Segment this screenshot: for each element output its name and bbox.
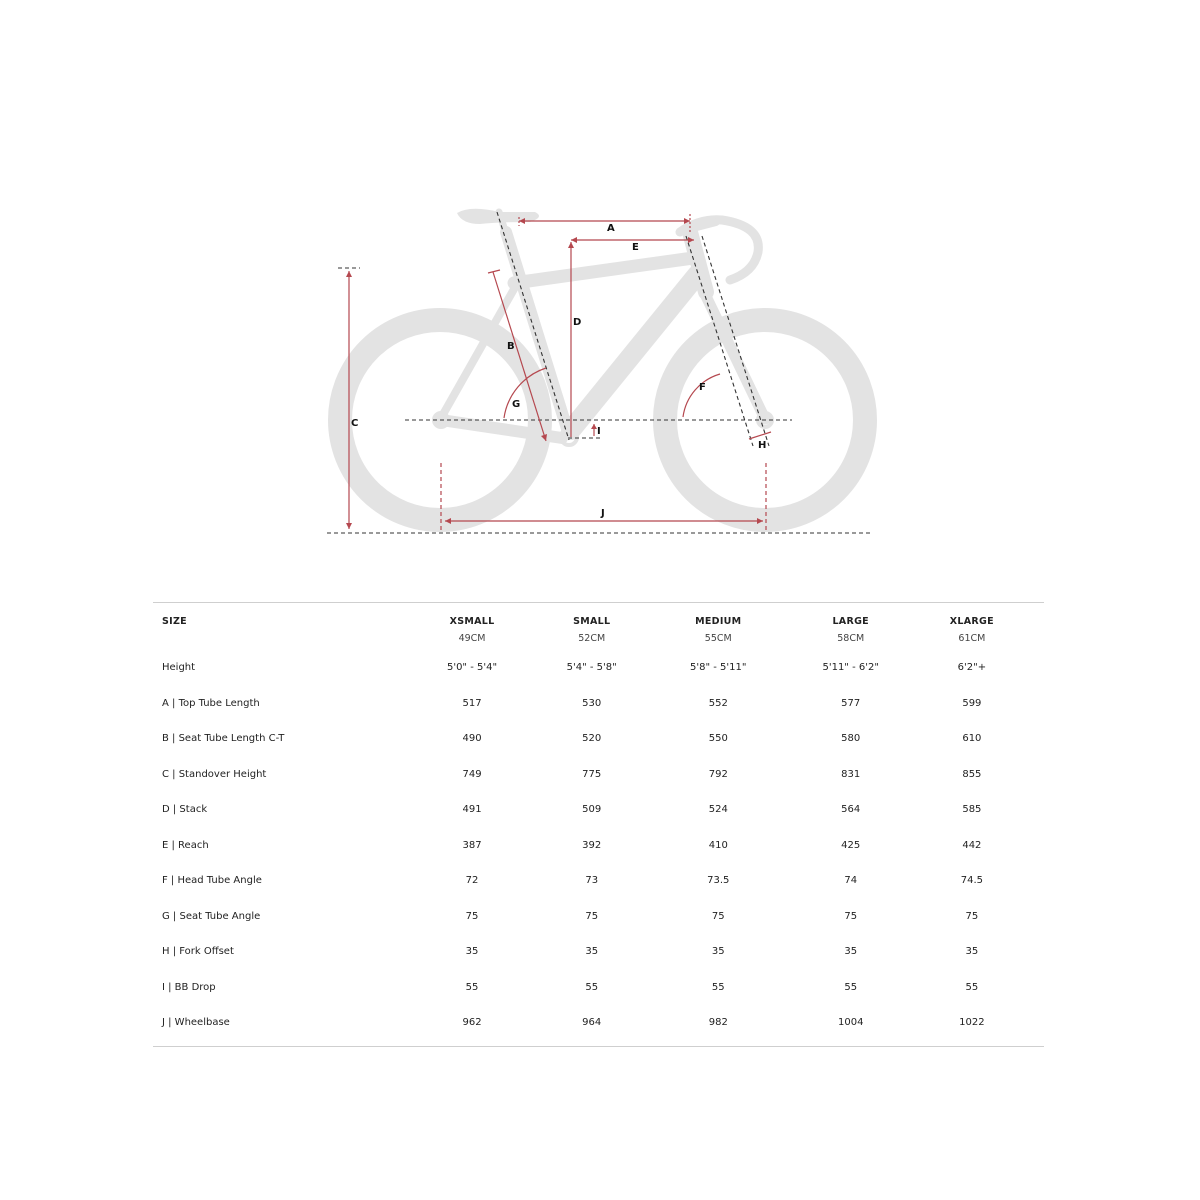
dim-label-c: C: [351, 418, 359, 429]
table-row: [153, 945, 1044, 981]
row-value: 491: [462, 804, 482, 815]
row-label: D | Stack: [162, 804, 208, 815]
row-value: 55: [711, 981, 725, 993]
row-value: 1022: [959, 1017, 985, 1028]
row-value: 5'4" - 5'8": [566, 662, 617, 673]
size-name: MEDIUM: [695, 616, 742, 627]
size-column-medium: [635, 616, 802, 644]
dim-b-tick: [488, 270, 500, 273]
row-label: I | BB Drop: [162, 981, 216, 993]
row-value: 775: [582, 768, 602, 780]
arrow-e-left: [571, 237, 577, 243]
row-value: 517: [462, 697, 482, 709]
row-value: 55: [965, 981, 979, 993]
row-label: C | Standover Height: [162, 768, 267, 780]
size-name: XSMALL: [449, 616, 495, 627]
table-row: [153, 981, 1044, 1017]
row-value: 55: [465, 981, 479, 993]
row-value: 392: [582, 839, 602, 851]
table-row: [153, 803, 1044, 839]
table-row: [153, 697, 1044, 733]
size-column-xsmall: [396, 616, 549, 644]
row-value: 1004: [837, 1017, 864, 1028]
table-body: [153, 661, 1044, 1046]
row-value: 577: [841, 697, 861, 709]
size-cm: 49CM: [458, 633, 486, 644]
table-row: [153, 839, 1044, 875]
row-value: 962: [462, 1017, 482, 1028]
size-name: LARGE: [832, 616, 869, 627]
size-cm: 52CM: [578, 633, 606, 644]
row-value: 74: [844, 875, 858, 886]
row-value: 35: [711, 946, 725, 957]
row-value: 552: [708, 697, 728, 709]
row-value: 964: [582, 1017, 602, 1028]
row-value: 749: [462, 768, 482, 780]
dim-h-line: [749, 432, 771, 439]
table-row: [153, 732, 1044, 768]
row-label: Height: [162, 662, 196, 673]
row-value: 5'11" - 6'2": [822, 662, 879, 673]
arrow-c-bottom: [346, 523, 352, 529]
row-value: 580: [841, 733, 861, 744]
bike-geometry-diagram: [0, 0, 1200, 580]
dim-label-f: F: [699, 382, 706, 393]
row-value: 599: [962, 697, 982, 709]
row-value: 75: [965, 910, 979, 922]
row-value: 490: [462, 733, 482, 744]
size-header: SIZE: [162, 616, 187, 627]
dim-label-a: A: [607, 223, 615, 234]
row-value: 75: [585, 910, 599, 922]
dim-label-b: B: [507, 341, 515, 352]
table-row: [153, 874, 1044, 910]
row-value: 425: [841, 839, 861, 851]
table-row: [153, 661, 1044, 697]
size-column-xlarge: [900, 616, 1044, 644]
geometry-table: [153, 602, 1044, 1047]
row-value: 35: [965, 946, 979, 957]
dim-label-i: I: [597, 426, 601, 437]
reference-lines: [327, 212, 872, 533]
row-value: 831: [841, 768, 861, 780]
row-label: A | Top Tube Length: [162, 697, 260, 709]
arrow-d-top: [568, 242, 574, 248]
row-value: 55: [585, 981, 599, 993]
row-value: 55: [844, 981, 858, 993]
row-value: 74.5: [960, 875, 983, 886]
row-value: 550: [708, 733, 728, 744]
row-value: 387: [462, 839, 482, 851]
row-value: 75: [465, 910, 479, 922]
size-cm: 55CM: [704, 633, 732, 644]
dim-label-g: G: [512, 399, 521, 410]
row-label: F | Head Tube Angle: [162, 875, 262, 886]
dim-label-d: D: [573, 317, 582, 328]
row-label: E | Reach: [162, 839, 209, 851]
row-value: 35: [465, 946, 479, 957]
dim-label-h: H: [758, 440, 767, 451]
table-row: [153, 910, 1044, 946]
table-header-row: [153, 603, 1044, 661]
row-label: B | Seat Tube Length C-T: [162, 733, 285, 744]
bike-geometry-svg: [0, 0, 1200, 580]
arrow-c-top: [346, 271, 352, 277]
row-value: 524: [708, 804, 728, 815]
size-name: XLARGE: [949, 616, 994, 627]
row-value: 520: [582, 733, 602, 744]
row-value: 792: [708, 768, 728, 780]
row-value: 855: [962, 768, 982, 780]
row-label: H | Fork Offset: [162, 946, 234, 957]
row-value: 610: [962, 733, 982, 744]
table-row: [153, 1016, 1044, 1046]
row-label: G | Seat Tube Angle: [162, 910, 261, 922]
dim-f-arc: [683, 374, 720, 417]
row-value: 585: [962, 804, 982, 815]
table-row: [153, 768, 1044, 804]
row-value: 509: [582, 804, 602, 815]
row-value: 72: [465, 875, 479, 886]
top-tube: [514, 258, 693, 283]
size-name: SMALL: [573, 616, 611, 627]
size-cm: 61CM: [958, 633, 986, 644]
row-label: J | Wheelbase: [162, 1017, 230, 1028]
dim-label-j: J: [601, 508, 605, 519]
bike-silhouette: [340, 212, 865, 520]
row-value: 35: [844, 946, 858, 957]
dim-label-e: E: [632, 242, 639, 253]
row-value: 73.5: [707, 875, 730, 886]
row-value: 442: [962, 839, 982, 851]
row-value: 410: [708, 839, 728, 851]
row-value: 75: [844, 910, 858, 922]
row-value: 6'2"+: [957, 662, 987, 673]
row-value: 5'8" - 5'11": [690, 662, 747, 673]
row-value: 75: [711, 910, 725, 922]
row-value: 982: [708, 1017, 728, 1028]
row-value: 5'0" - 5'4": [446, 662, 498, 673]
row-value: 35: [585, 946, 599, 957]
size-column-large: [802, 616, 900, 644]
dimension-lines: [349, 214, 771, 530]
row-value: 564: [841, 804, 861, 815]
row-value: 73: [585, 875, 599, 886]
row-value: 530: [582, 697, 602, 709]
size-column-small: [549, 616, 635, 644]
size-cm: 58CM: [837, 633, 865, 644]
